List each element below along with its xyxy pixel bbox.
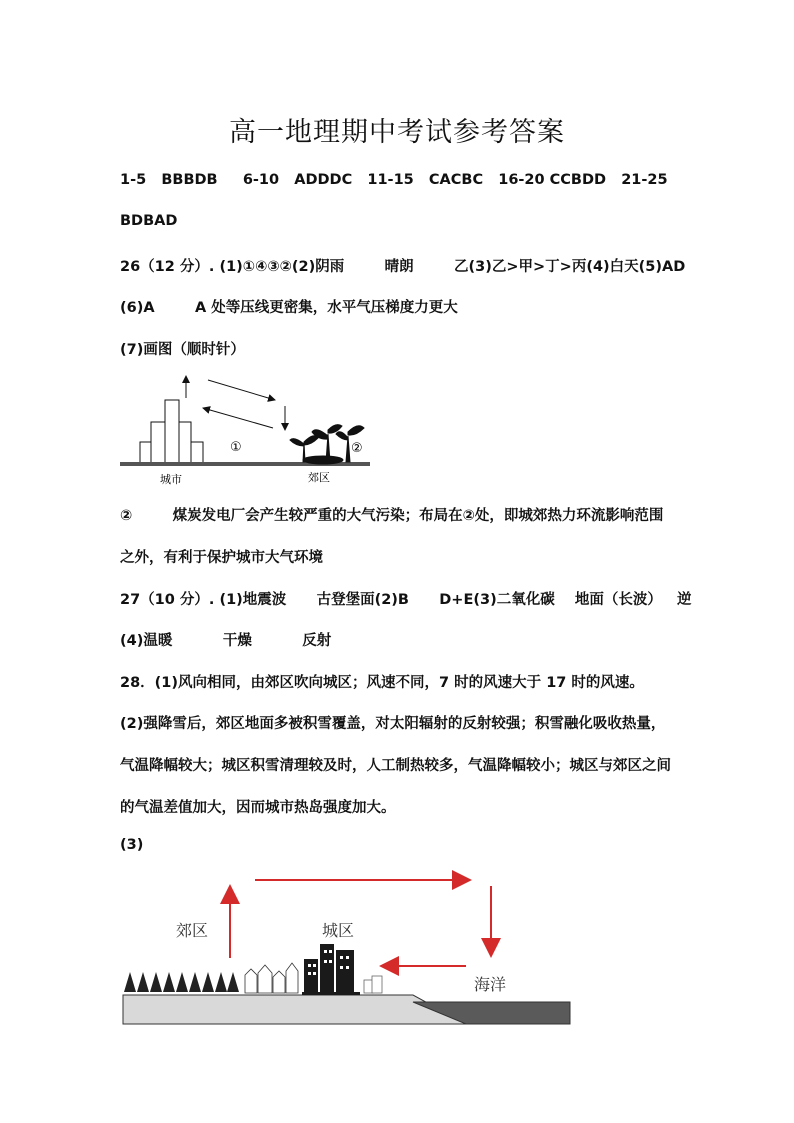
q26-line-4: ② 煤炭发电厂会产生较严重的大气污染；布局在②处，即城郊热力环流影响范围 (120, 508, 664, 524)
label-suburb: 郊区 (308, 471, 330, 484)
city-buildings (140, 400, 203, 464)
q27-line-2: (4)温暖 干燥 反射 (120, 633, 332, 649)
low-buildings-icon (245, 963, 298, 993)
tree-row-icon (124, 972, 239, 994)
q28-line-4: 的气温差值加大，因而城市热岛强度加大。 (120, 800, 396, 816)
figure-urban-circulation (118, 370, 378, 490)
q26-line-1: 26（12 分）. (1)①④③②(2)阴雨 晴朗 乙(3)乙>甲>丁>丙(4)白天(5)AD (120, 259, 686, 275)
q26-line-2: (6)A A 处等压线更密集，水平气压梯度力更大 (120, 300, 458, 316)
mc-answers-line-2: BDBAD (120, 213, 178, 229)
q26-line-3: (7)画图（顺时针） (120, 342, 245, 358)
q26-line-5: 之外，有利于保护城市大气环境 (120, 550, 323, 566)
small-building-icon (364, 976, 382, 993)
label-circle-1: ① (230, 440, 242, 455)
q28-line-3: 气温降幅较大；城区积雪清理较及时，人工制热较多，气温降幅较小；城区与郊区之间 (120, 758, 671, 774)
figure-land-sea-circulation (118, 868, 578, 1028)
arrow-right-icon (208, 380, 275, 400)
label-circle-2: ② (351, 441, 363, 456)
q27-line-1: 27（10 分）. (1)地震波 古登堡面(2)B D+E(3)二氧化碳 地面（长波） 逆 (120, 592, 692, 608)
q28-line-2: (2)强降雪后，郊区地面多被积雪覆盖，对太阳辐射的反射较强；积雪融化吸收热量， (120, 716, 666, 732)
label-suburb: 郊区 (176, 921, 209, 940)
page-title: 高一地理期中考试参考答案 (229, 117, 565, 148)
q28-line-1: 28．(1)风向相同，由郊区吹向城区；风速不同，7 时的风速大于 17 时的风速。 (120, 675, 644, 691)
label-city: 城区 (322, 921, 355, 940)
land-surface (123, 995, 466, 1024)
label-ocean: 海洋 (474, 975, 507, 994)
arrow-left-icon (203, 408, 273, 428)
q28-line-5: (3) (120, 837, 144, 853)
mc-answers-line-1: 1-5 BBBDB 6-10 ADDDC 11-15 CACBC 16-20 CCBDD 21-25 (120, 172, 668, 188)
label-city: 城市 (160, 473, 182, 486)
